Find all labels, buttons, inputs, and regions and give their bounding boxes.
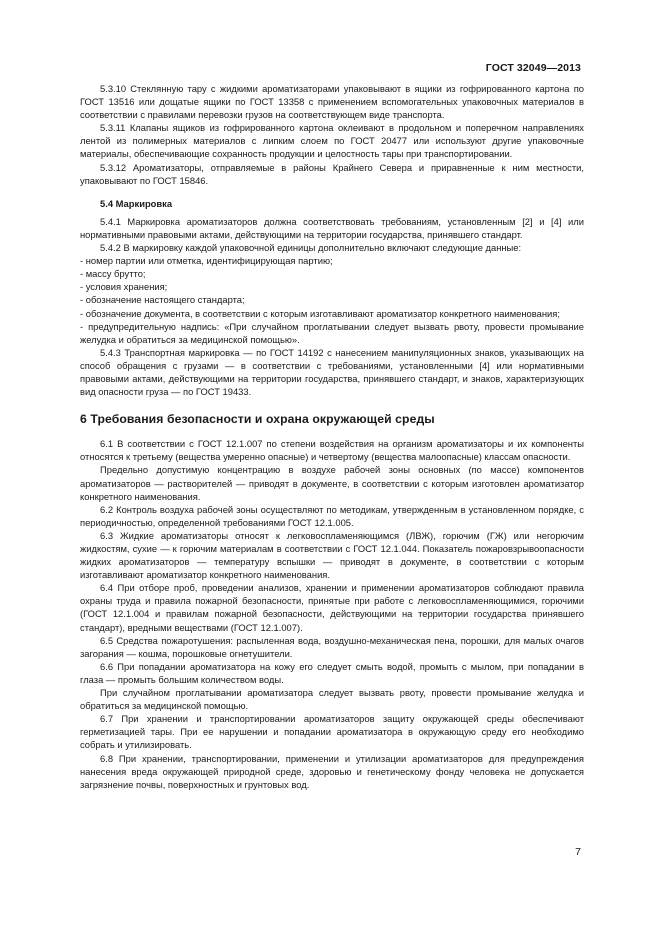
- paragraph-6-7: 6.7 При хранении и транспортировании ароматизаторов защиту окружающей среды обеспечивают герметизацией тары. При ее нарушении и попадании ароматизатора в окружающую среду его необходимо собрать и утилизировать.: [80, 713, 584, 751]
- paragraph-6-6-cont: При случайном проглатывании ароматизатора следует вызвать рвоту, провести промывание желудка и обратиться за медицинской помощью.: [80, 687, 584, 712]
- page-number: 7: [575, 846, 581, 858]
- document-body: [80, 82, 584, 791]
- document-header: ГОСТ 32049—2013: [485, 62, 581, 74]
- list-item: - предупредительную надпись: «При случайном проглатывании следует вызвать рвоту, провести промывание желудка и обратиться за медицинской помощью».: [80, 320, 584, 345]
- list-item: - обозначение документа, в соответствии с которым изготавливают ароматизатор конкретного наименования;: [80, 307, 560, 319]
- list-item: - обозначение настоящего стандарта;: [80, 294, 245, 306]
- subsection-heading-5-4: 5.4 Маркировка: [100, 197, 173, 209]
- paragraph-5-3-12: 5.3.12 Ароматизаторы, отправляемые в районы Крайнего Севера и приравненные к ним местности, упаковывают по ГОСТ 15846.: [80, 161, 584, 186]
- paragraph-5-3-10: 5.3.10 Стеклянную тару с жидкими ароматизаторами упаковывают в ящики из гофрированного картона по ГОСТ 13516 или дощатые ящики по ГОСТ 13358 с применением вспомогательных упаковочных материалов в соответствии с правилами перевозки грузов на соответствующем виде транспорта.: [80, 83, 584, 121]
- list-item: - условия хранения;: [80, 281, 168, 293]
- paragraph-5-4-3: 5.4.3 Транспортная маркировка — по ГОСТ 14192 с нанесением манипуляционных знаков, указывающих на способ обращения с грузами — в соответствии с требованиями, установленными [4] или нормативными правовыми актами, действующими на территории государства, принявшего стандарт, и знаков, характеризующих вид опасности груза — по ГОСТ 19433.: [80, 346, 584, 398]
- paragraph-5-4-2: 5.4.2 В маркировку каждой упаковочной единицы дополнительно включают следующие данные:: [100, 242, 522, 254]
- list-item: - массу брутто;: [80, 268, 146, 280]
- paragraph-6-2: 6.2 Контроль воздуха рабочей зоны осуществляют по методикам, утвержденным в установленном порядке, с периодичностью, определенной требованиями ГОСТ 12.1.005.: [80, 503, 584, 528]
- paragraph-5-4-1: 5.4.1 Маркировка ароматизаторов должна соответствовать требованиям, установленным [2] и [4] или нормативными правовыми актами, действующими на территории государства, принявшего стандарт.: [80, 215, 584, 240]
- paragraph-6-5: 6.5 Средства пожаротушения: распыленная вода, воздушно-механическая пена, порошки, для малых очагов загорания — кошма, порошковые огнетушители.: [80, 634, 584, 659]
- paragraph-6-3: 6.3 Жидкие ароматизаторы относят к легковоспламеняющимся (ЛВЖ), горючим (ГЖ) или негорючим жидкостям, сухие — к горючим материалам в соответствии с ГОСТ 12.1.044. Показатель пожаровзрывоопасности жидких ароматизаторов — температуру вспышки — приводят в документе, в соответствии с которым изготавливают ароматизатор конкретного наименования.: [80, 529, 584, 581]
- section-heading-6: 6 Требования безопасности и охрана окружающей среды: [80, 412, 435, 427]
- list-item: - номер партии или отметка, идентифицирующая партию;: [80, 255, 333, 267]
- paragraph-6-1: 6.1 В соответствии с ГОСТ 12.1.007 по степени воздействия на организм ароматизаторы и их компоненты относятся к третьему (вещества умеренно опасные) и четвертому (вещества малоопасные) классам опасности.: [80, 438, 584, 463]
- paragraph-6-8: 6.8 При хранении, транспортировании, применении и утилизации ароматизаторов для предупреждения нанесения вреда окружающей природной среде, здоровью и генетическому фонду человека не допускается загрязнение почвы, поверхностных и грунтовых вод.: [80, 752, 584, 790]
- paragraph-6-1-cont: Предельно допустимую концентрацию в воздухе рабочей зоны основных (по массе) компонентов ароматизаторов — растворителей — приводят в документе, в соответствии с которым изготовлен ароматизатор конкретного наименования.: [80, 464, 584, 502]
- paragraph-6-4: 6.4 При отборе проб, проведении анализов, хранении и применении ароматизаторов соблюдают правила охраны труда и правила пожарной безопасности, принятые при работе с легковоспламеняющимися, горючими (ГОСТ 12.1.004 и правилам пожарной безопасности, действующими на территории государства принявшего стандарт), вредными веществами (ГОСТ 12.1.007).: [80, 582, 584, 633]
- paragraph-5-3-11: 5.3.11 Клапаны ящиков из гофрированного картона оклеивают в продольном и поперечном направлениях лентой из полимерных материалов с липким слоем по ГОСТ 20477 или используют другие упаковочные материалы, обеспечивающие сохранность продукции и целостность тары при транспортировании.: [80, 122, 584, 160]
- paragraph-6-6: 6.6 При попадании ароматизатора на кожу его следует смыть водой, промыть с мылом, при попадании в глаза — промыть большим количеством воды.: [80, 660, 584, 685]
